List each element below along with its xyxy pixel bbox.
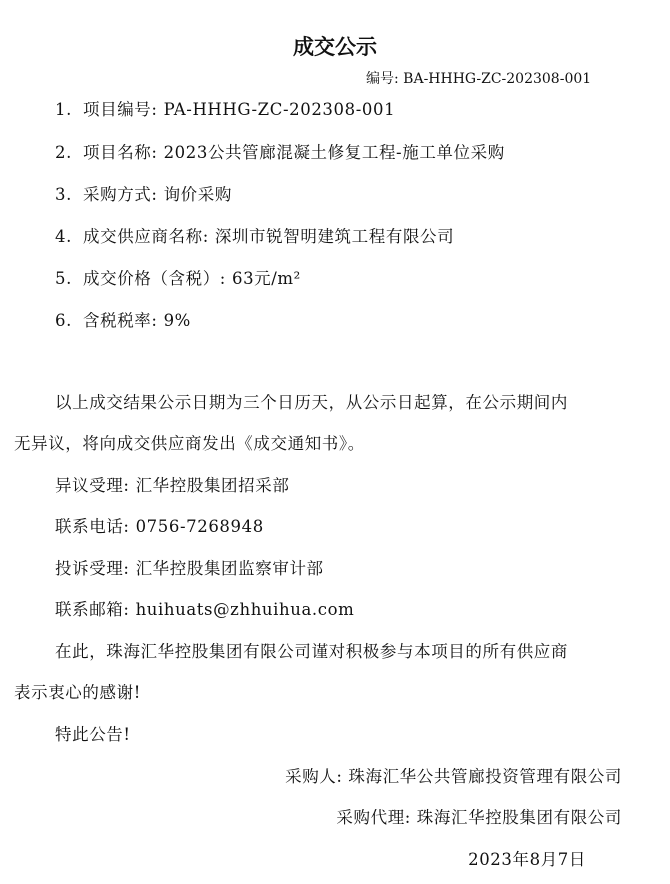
item-project-name bbox=[55, 142, 505, 164]
email-contact bbox=[55, 599, 354, 621]
item-procurement-method bbox=[55, 184, 232, 206]
item-index: 1. bbox=[55, 100, 72, 119]
phone-contact bbox=[55, 516, 264, 538]
item-index: 4. bbox=[55, 227, 72, 246]
item-index: 2. bbox=[55, 143, 72, 162]
objection-label: 异议受理: bbox=[55, 476, 130, 495]
announcement-line-2: 无异议，将向成交供应商发出《成交通知书》。 bbox=[14, 434, 365, 453]
complaint-value: 汇华控股集团监察审计部 bbox=[135, 559, 324, 578]
item-index: 6. bbox=[55, 311, 72, 330]
item-value: PA-HHHG-ZC-202308-001 bbox=[163, 100, 396, 119]
objection-value: 汇华控股集团招采部 bbox=[135, 476, 290, 495]
email-value: huihuats@zhhuihua.com bbox=[135, 600, 355, 619]
item-project-number bbox=[55, 99, 395, 121]
signature-date: 2023年8月7日 bbox=[468, 850, 586, 869]
purchaser-signature: 采购人: 珠海汇华公共管廊投资管理有限公司 bbox=[285, 767, 622, 786]
item-tax-rate bbox=[55, 310, 191, 332]
objection-contact bbox=[55, 475, 289, 497]
item-value: 2023公共管廊混凝土修复工程-施工单位采购 bbox=[163, 143, 505, 162]
phone-value: 0756-7268948 bbox=[135, 517, 264, 536]
phone-label: 联系电话: bbox=[55, 517, 130, 536]
closing-statement: 特此公告! bbox=[55, 725, 131, 744]
announcement-line-1: 以上成交结果公示日期为三个日历天，从公示日起算，在公示期间内 bbox=[55, 393, 568, 412]
complaint-contact bbox=[55, 558, 324, 580]
item-label: 成交供应商名称: bbox=[83, 227, 209, 246]
item-value: 询价采购 bbox=[163, 185, 232, 204]
item-label: 含税税率: bbox=[83, 311, 158, 330]
item-value: 9% bbox=[163, 311, 191, 330]
item-value: 深圳市锐智明建筑工程有限公司 bbox=[214, 227, 455, 246]
item-index: 5. bbox=[55, 269, 72, 288]
item-label: 项目名称: bbox=[83, 143, 158, 162]
item-index: 3. bbox=[55, 185, 72, 204]
item-transaction-price bbox=[55, 268, 301, 290]
item-supplier-name bbox=[55, 226, 454, 248]
notice-title: 成交公示 bbox=[293, 34, 377, 59]
email-label: 联系邮箱: bbox=[55, 600, 130, 619]
item-label: 项目编号: bbox=[83, 100, 158, 119]
agent-signature: 采购代理: 珠海汇华控股集团有限公司 bbox=[336, 808, 622, 827]
item-label: 采购方式: bbox=[83, 185, 158, 204]
thanks-line-2: 表示衷心的感谢! bbox=[14, 683, 141, 702]
thanks-line-1: 在此，珠海汇华控股集团有限公司谨对积极参与本项目的所有供应商 bbox=[55, 642, 568, 661]
document-number: 编号: BA-HHHG-ZC-202308-001 bbox=[366, 71, 592, 87]
item-label: 成交价格（含税）: bbox=[83, 269, 226, 288]
item-value: 63元/m² bbox=[231, 269, 301, 288]
complaint-label: 投诉受理: bbox=[55, 559, 130, 578]
